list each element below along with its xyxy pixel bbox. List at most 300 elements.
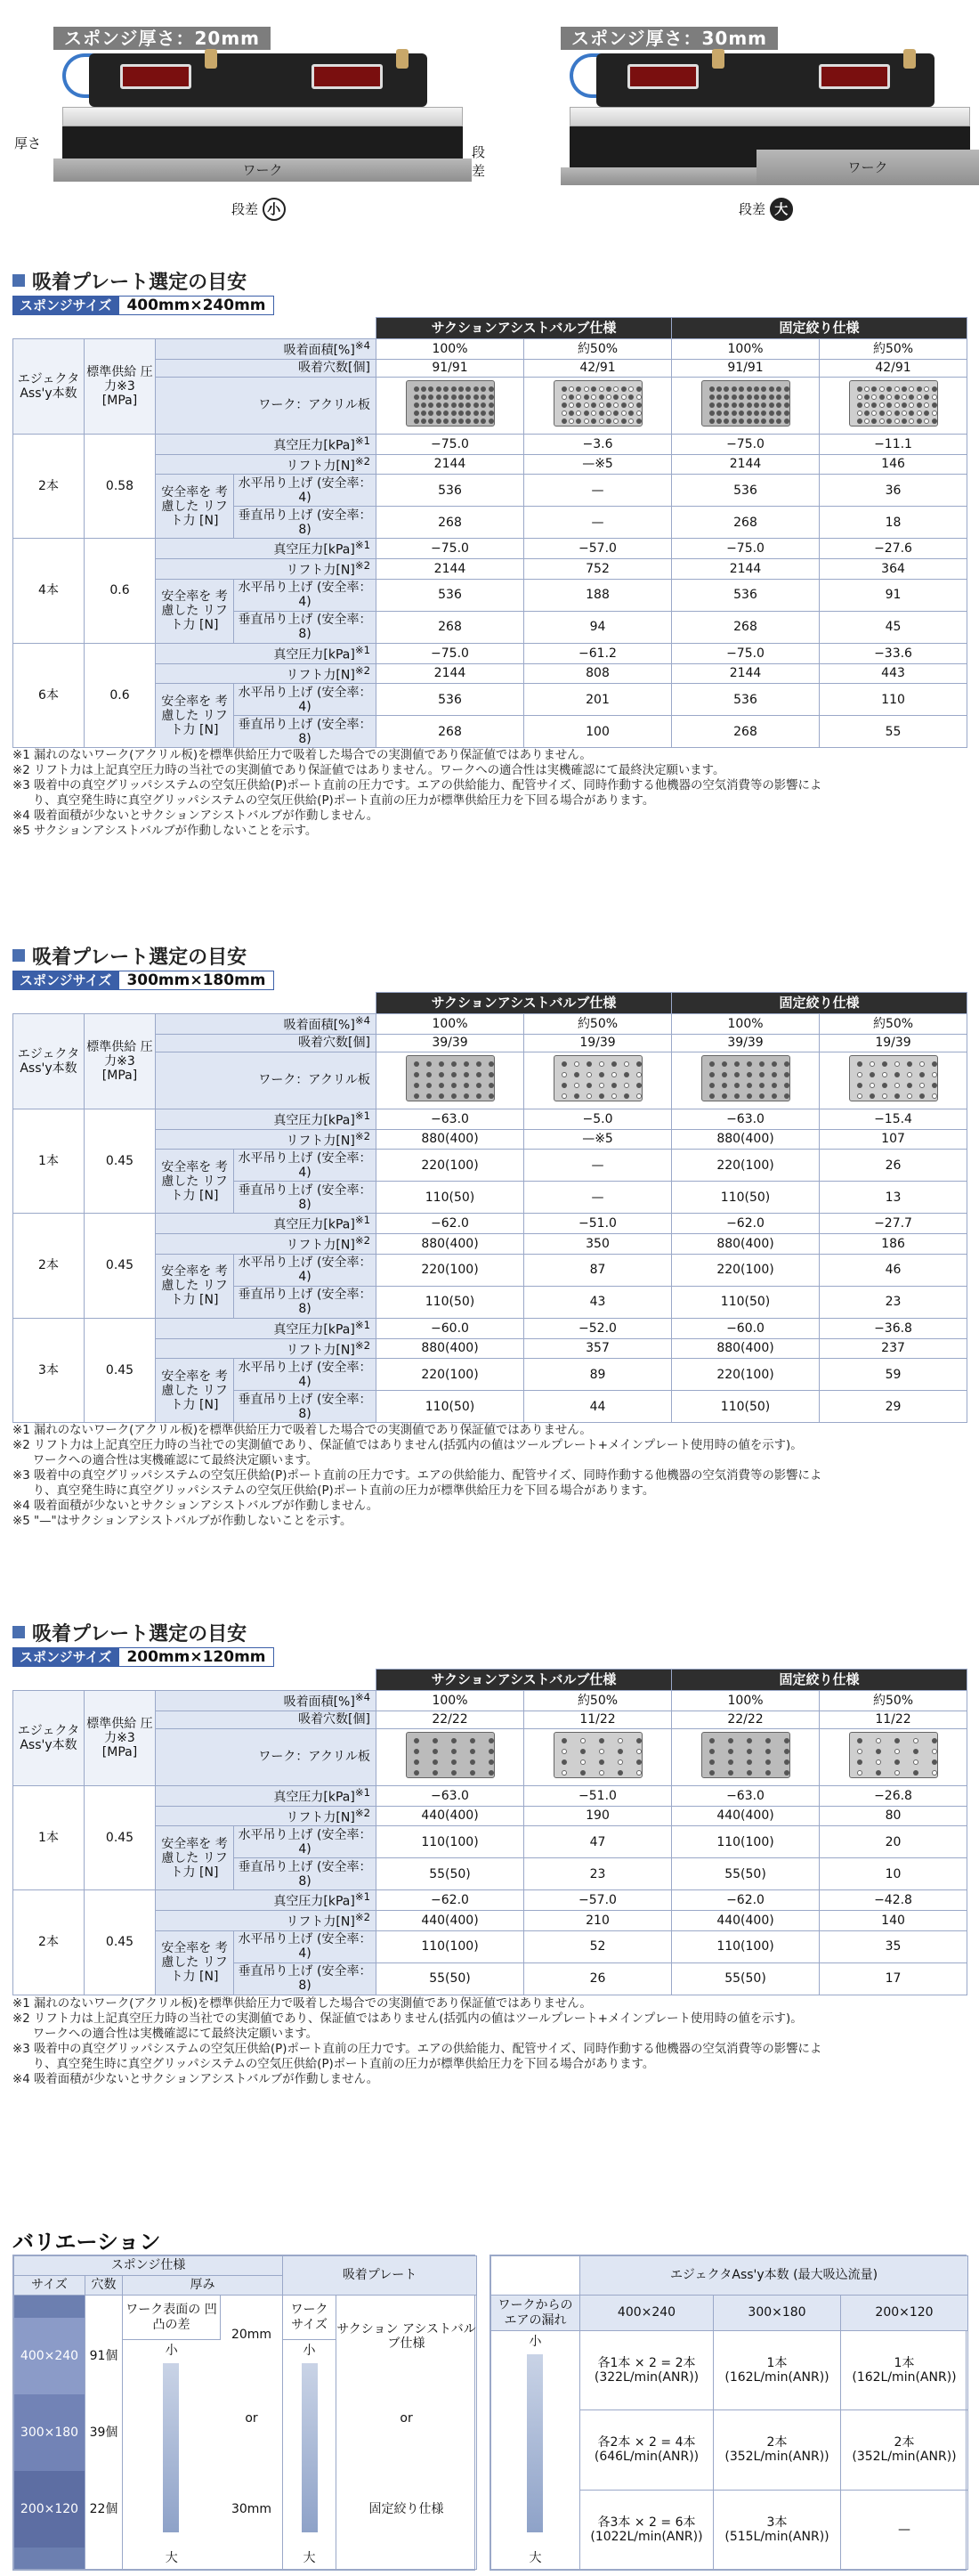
vacuum-value: −51.0 xyxy=(524,1785,672,1806)
horizontal-label: 水平吊り上げ (安全率：4) xyxy=(234,1930,376,1962)
vacuum-sup: ※1 xyxy=(354,1214,370,1227)
lift-label xyxy=(156,1911,376,1931)
supply-pressure: 0.45 xyxy=(85,1785,156,1890)
up-down-arrow-icon xyxy=(527,2354,543,2532)
footnote: ※3 吸着中の真空グリッパシステムの空気圧供給(P)ポート直前の圧力です。エアの供給能力、配管サイズ、同時作動する他機器の空気消費等の影響によ xyxy=(12,1469,822,1483)
vacuum-label xyxy=(156,1785,376,1806)
vertical-value: 94 xyxy=(524,611,672,643)
plate-thumbnail-cell xyxy=(672,1728,820,1785)
ejector-count: 3本 xyxy=(13,1318,85,1423)
sponge-size xyxy=(12,296,274,315)
thickness-30: 30mm xyxy=(231,2502,272,2516)
vertical-value: — xyxy=(524,507,672,539)
assist-header: サクションアシストバルブ仕様 xyxy=(376,318,672,339)
vacuum-sup: ※1 xyxy=(354,1890,370,1904)
unevenness-arrow-cell xyxy=(123,2340,221,2570)
plate-thumbnail-cell xyxy=(524,1052,672,1109)
lift-value: 210 xyxy=(524,1911,672,1931)
horizontal-value: 110(100) xyxy=(376,1930,524,1962)
vertical-value: 268 xyxy=(376,611,524,643)
vacuum-label-text: 真空圧力[kPa] xyxy=(273,438,355,453)
fitting-icon xyxy=(205,49,217,69)
size-header: サイズ xyxy=(14,2276,85,2296)
ej-cell: — xyxy=(841,2490,968,2569)
vertical-value: 110(50) xyxy=(672,1391,820,1423)
vacuum-sup: ※1 xyxy=(354,1785,370,1799)
horizontal-value: 110(100) xyxy=(672,1826,820,1858)
up-down-arrow-icon xyxy=(163,2363,179,2532)
vertical-label: 垂直吊り上げ (安全率：8) xyxy=(234,1182,376,1214)
lift-label xyxy=(156,1806,376,1826)
vacuum-value: −42.8 xyxy=(820,1890,967,1911)
vertical-value: 55(50) xyxy=(376,1858,524,1890)
footnote: ※3 吸着中の真空グリッパシステムの空気圧供給(P)ポート直前の圧力です。エアの供給能力、配管サイズ、同時作動する他機器の空気消費等の影響によ xyxy=(12,2043,822,2056)
supply-pressure: 0.45 xyxy=(85,1214,156,1319)
vertical-value: 18 xyxy=(820,507,967,539)
plate-thumbnail-cell xyxy=(672,377,820,434)
footnote: ※1 漏れのないワーク(アクリル板)を標準供給圧力で吸着した場合での実測値であり保証値ではありません。 xyxy=(12,1424,592,1437)
sponge-thickness-tag: スポンジ厚さ：30mm xyxy=(561,27,778,50)
area-sup: ※4 xyxy=(354,1014,370,1027)
lift-value: 443 xyxy=(820,663,967,684)
work-size-label: ワーク サイズ xyxy=(283,2296,336,2340)
suction-plate-icon xyxy=(406,1732,495,1778)
ej-cell: 1本 (162L/min(ANR)) xyxy=(841,2331,968,2410)
holes-label: 吸着穴数[個] xyxy=(156,359,376,377)
plate-thumbnail-cell xyxy=(820,377,967,434)
lift-label-text: リフト力[N] xyxy=(286,1134,355,1149)
vertical-value: 110(50) xyxy=(672,1286,820,1318)
selection-table xyxy=(12,317,967,748)
horizontal-value: 59 xyxy=(820,1359,967,1391)
holes-value: 22/22 xyxy=(672,1711,820,1728)
lift-value: 2144 xyxy=(376,454,524,475)
ej-cell: 3本 (515L/min(ANR)) xyxy=(714,2490,841,2569)
footnote: ※2 リフト力は上記真空圧力時の当社での実測値であり、保証値ではありません(括弧内の値はツールプレート+メインプレート使用時の値を示す)。 xyxy=(12,2012,803,2026)
vacuum-label-text: 真空圧力[kPa] xyxy=(273,1113,355,1128)
variation-sponge-box xyxy=(12,2255,475,2571)
selection-table xyxy=(12,992,967,1423)
horizontal-label: 水平吊り上げ (安全率：4) xyxy=(234,475,376,507)
horizontal-value: 536 xyxy=(376,579,524,611)
lift-value: 440(400) xyxy=(376,1911,524,1931)
horizontal-value: 536 xyxy=(672,475,820,507)
col-200: 200×120 xyxy=(841,2296,968,2331)
vertical-value: 268 xyxy=(672,507,820,539)
vertical-value: 13 xyxy=(820,1182,967,1214)
ejector-title: エジェクタAss'y本数 (最大吸込流量) xyxy=(580,2256,968,2296)
pressure-label: 標準供給 圧力※3 [MPa] xyxy=(85,1691,156,1786)
horizontal-value: 536 xyxy=(376,684,524,716)
illustration-large-step xyxy=(490,0,979,240)
thickness-values xyxy=(221,2296,283,2570)
lift-label xyxy=(156,559,376,580)
plate-values xyxy=(336,2296,477,2570)
large-label: 大 xyxy=(303,2550,316,2565)
work-piece xyxy=(756,150,979,185)
step-caption-text: 段差 xyxy=(739,201,766,217)
variation-ejector-table xyxy=(490,2255,968,2570)
gauge-icon xyxy=(819,64,890,89)
vacuum-value: −75.0 xyxy=(672,539,820,559)
variation-title: バリエーション xyxy=(12,2230,161,2255)
assist-header: サクションアシストバルブ仕様 xyxy=(376,993,672,1014)
vertical-label: 垂直吊り上げ (安全率：8) xyxy=(234,1962,376,1995)
vacuum-value: −5.0 xyxy=(524,1109,672,1129)
plate-thumbnail-cell xyxy=(524,1728,672,1785)
horizontal-value: 20 xyxy=(820,1826,967,1858)
holes-value: 39/39 xyxy=(672,1034,820,1052)
fixed-header: 固定絞り仕様 xyxy=(672,1670,967,1691)
lift-value: 440(400) xyxy=(672,1806,820,1826)
vacuum-value: −3.6 xyxy=(524,434,672,454)
footnote: ※4 吸着面積が少ないとサクションアシストバルブが作動しません。 xyxy=(12,1499,379,1513)
sponge-size-label: スポンジサイズ xyxy=(12,296,118,315)
vertical-value: 110(50) xyxy=(376,1182,524,1214)
plate-assist: サクション アシストバルブ仕様 xyxy=(336,2322,476,2352)
sponge-size-value: 200mm×120mm xyxy=(118,1647,273,1667)
sponge-size-label: スポンジサイズ xyxy=(12,1647,118,1667)
small-label: 小 xyxy=(303,2344,316,2358)
horizontal-value: 201 xyxy=(524,684,672,716)
lift-value: 350 xyxy=(524,1234,672,1255)
footnote: ワークへの適合性は実機確認にて最終決定願います。 xyxy=(32,2027,319,2041)
horizontal-value: 220(100) xyxy=(376,1150,524,1182)
lift-value: 357 xyxy=(524,1338,672,1359)
vacuum-sup: ※1 xyxy=(354,1318,370,1331)
horizontal-label: 水平吊り上げ (安全率：4) xyxy=(234,579,376,611)
vacuum-label-text: 真空圧力[kPa] xyxy=(273,542,355,557)
holes-91: 91個 xyxy=(89,2348,118,2363)
lift-label xyxy=(156,1234,376,1255)
footnotes xyxy=(12,748,967,839)
lift-label-text: リフト力[N] xyxy=(286,1238,355,1253)
vertical-value: 44 xyxy=(524,1391,672,1423)
suction-plate-icon xyxy=(554,1732,643,1778)
footnote: ※2 リフト力は上記真空圧力時の当社での実測値であり、保証値ではありません(括弧内の値はツールプレート+メインプレート使用時の値を示す)。 xyxy=(12,1439,803,1452)
vacuum-label xyxy=(156,434,376,454)
lift-value: 880(400) xyxy=(376,1129,524,1150)
sponge-size-value: 400mm×240mm xyxy=(118,296,273,315)
ej-cell: 2本 (352L/min(ANR)) xyxy=(714,2410,841,2490)
section-title: 吸着プレート選定の目安 xyxy=(12,942,247,970)
ej-cell: 1本 (162L/min(ANR)) xyxy=(714,2331,841,2410)
sponge-size-value: 300mm×180mm xyxy=(118,971,273,990)
vacuum-sup: ※1 xyxy=(354,539,370,552)
horizontal-value: 110 xyxy=(820,684,967,716)
work-size-arrow-cell xyxy=(283,2340,336,2570)
vacuum-value: −33.6 xyxy=(820,643,967,663)
supply-pressure: 0.6 xyxy=(85,643,156,748)
lift-label-text: リフト力[N] xyxy=(286,1343,355,1358)
vacuum-label-text: 真空圧力[kPa] xyxy=(273,1322,355,1337)
vertical-value: 23 xyxy=(820,1286,967,1318)
area-value: 約50% xyxy=(820,339,967,360)
vacuum-label xyxy=(156,643,376,663)
footnote: ※4 吸着面積が少ないとサクションアシストバルブが作動しません。 xyxy=(12,809,379,823)
vacuum-label xyxy=(156,1109,376,1129)
footnote: ※2 リフト力は上記真空圧力時の当社での実測値であり保証値ではありません。ワークへの適合性は実機確認にて最終決定願います。 xyxy=(12,764,725,777)
lift-value: 2144 xyxy=(376,663,524,684)
vacuum-value: −62.0 xyxy=(376,1890,524,1911)
plate-or: or xyxy=(400,2411,413,2426)
vacuum-value: −57.0 xyxy=(524,1890,672,1911)
vacuum-label xyxy=(156,539,376,559)
vacuum-value: −62.0 xyxy=(672,1214,820,1234)
fitting-icon xyxy=(712,49,724,69)
lift-value: 186 xyxy=(820,1234,967,1255)
vacuum-label xyxy=(156,1214,376,1234)
plate-thumbnail-cell xyxy=(820,1052,967,1109)
work-acrylic-label: ワーク：アクリル板 xyxy=(156,1052,376,1109)
vertical-value: — xyxy=(524,1182,672,1214)
horizontal-value: 52 xyxy=(524,1930,672,1962)
size-400: 400×240 xyxy=(14,2318,85,2394)
illustration-small-step xyxy=(0,0,490,240)
vacuum-value: −75.0 xyxy=(672,643,820,663)
plate-thumbnail-cell xyxy=(672,1052,820,1109)
vertical-value: 55(50) xyxy=(672,1962,820,1995)
suction-plate-icon xyxy=(406,380,495,427)
horizontal-value: 188 xyxy=(524,579,672,611)
footnote: り、真空発生時に真空グリッパシステムの空気圧供給(P)ポート直前の圧力が標準供給圧力を下回る場合があります。 xyxy=(32,1484,655,1498)
horizontal-value: 110(100) xyxy=(672,1930,820,1962)
thickness-header: 厚み xyxy=(123,2276,283,2296)
lift-value: 107 xyxy=(820,1129,967,1150)
horizontal-value: 220(100) xyxy=(672,1150,820,1182)
col-300: 300×180 xyxy=(714,2296,841,2331)
area-value: 約50% xyxy=(524,1691,672,1711)
vacuum-value: −27.6 xyxy=(820,539,967,559)
lift-value: —※5 xyxy=(524,454,672,475)
ejector-count: 2本 xyxy=(13,1214,85,1319)
holes-header: 穴数 xyxy=(85,2276,123,2296)
sponge-size xyxy=(12,971,274,990)
area-value: 100% xyxy=(376,339,524,360)
vacuum-value: −15.4 xyxy=(820,1109,967,1129)
area-label xyxy=(156,339,376,360)
area-sup: ※4 xyxy=(354,1691,370,1703)
lift-sup: ※2 xyxy=(354,663,370,677)
vacuum-label xyxy=(156,1890,376,1911)
section-title: 吸着プレート選定の目安 xyxy=(12,1619,247,1646)
lift-label xyxy=(156,1338,376,1359)
safety-label: 安全率を 考慮した リフト力 [N] xyxy=(156,684,234,748)
supply-pressure: 0.6 xyxy=(85,539,156,644)
pressure-label: 標準供給 圧力※3 [MPa] xyxy=(85,339,156,435)
sponge-thickness-tag: スポンジ厚さ：20mm xyxy=(53,27,271,50)
horizontal-label: 水平吊り上げ (安全率：4) xyxy=(234,1359,376,1391)
suction-plate-icon xyxy=(701,380,790,427)
vertical-value: 55(50) xyxy=(672,1858,820,1890)
vacuum-value: −75.0 xyxy=(376,539,524,559)
work-acrylic-label: ワーク：アクリル板 xyxy=(156,1728,376,1785)
pressure-label: 標準供給 圧力※3 [MPa] xyxy=(85,1014,156,1109)
lift-value: 140 xyxy=(820,1911,967,1931)
footnote: ※3 吸着中の真空グリッパシステムの空気圧供給(P)ポート直前の圧力です。エアの供給能力、配管サイズ、同時作動する他機器の空気消費等の影響によ xyxy=(12,779,822,792)
area-label-text: 吸着面積[%] xyxy=(283,1018,355,1033)
lift-label xyxy=(156,1129,376,1150)
area-label-text: 吸着面積[%] xyxy=(283,1694,355,1710)
footnote: ※5 "—"はサクションアシストバルブが作動しないことを示す。 xyxy=(12,1515,352,1528)
vacuum-value: −63.0 xyxy=(672,1785,820,1806)
ejector-label: エジェクタ Ass'y本数 xyxy=(13,1691,85,1786)
size-300: 300×180 xyxy=(14,2394,85,2471)
sponge-size-label: スポンジサイズ xyxy=(12,971,118,990)
work-label: ワーク xyxy=(242,162,283,178)
horizontal-value: — xyxy=(524,1150,672,1182)
vacuum-value: −36.8 xyxy=(820,1318,967,1338)
holes-value: 19/39 xyxy=(820,1034,967,1052)
vertical-label: 垂直吊り上げ (安全率：8) xyxy=(234,507,376,539)
lift-value: 80 xyxy=(820,1806,967,1826)
ejector-count: 2本 xyxy=(13,434,85,539)
footnote: り、真空発生時に真空グリッパシステムの空気圧供給(P)ポート直前の圧力が標準供給圧力を下回る場合があります。 xyxy=(32,794,655,808)
section-title: 吸着プレート選定の目安 xyxy=(12,267,247,295)
horizontal-value: 536 xyxy=(672,579,820,611)
vacuum-value: −75.0 xyxy=(376,434,524,454)
fitting-icon xyxy=(396,49,409,69)
safety-label: 安全率を 考慮した リフト力 [N] xyxy=(156,1359,234,1423)
holes-22: 22個 xyxy=(89,2501,118,2516)
safety-label: 安全率を 考慮した リフト力 [N] xyxy=(156,1254,234,1318)
footnote: ワークへの適合性は実機確認にて最終決定願います。 xyxy=(32,1454,319,1467)
lift-value: 880(400) xyxy=(376,1234,524,1255)
step-small-badge: 小 xyxy=(263,198,286,221)
col-400: 400×240 xyxy=(580,2296,714,2331)
supply-pressure: 0.58 xyxy=(85,434,156,539)
lift-value: 2144 xyxy=(672,454,820,475)
vertical-value: 268 xyxy=(672,716,820,748)
ejector-label: エジェクタ Ass'y本数 xyxy=(13,1014,85,1109)
up-down-arrow-icon xyxy=(302,2363,318,2532)
horizontal-value: 220(100) xyxy=(672,1254,820,1286)
lift-label-text: リフト力[N] xyxy=(286,459,355,474)
lift-value: 880(400) xyxy=(672,1338,820,1359)
ejector-count: 4本 xyxy=(13,539,85,644)
footnote: ※1 漏れのないワーク(アクリル板)を標準供給圧力で吸着した場合での実測値であり保証値ではありません。 xyxy=(12,1997,592,2011)
suction-plate-icon xyxy=(406,1055,495,1101)
step-label: 段差 xyxy=(472,144,486,179)
vertical-value: 110(50) xyxy=(376,1286,524,1318)
lift-value: 146 xyxy=(820,454,967,475)
holes-value: 91/91 xyxy=(672,359,820,377)
vertical-label: 垂直吊り上げ (安全率：8) xyxy=(234,1286,376,1318)
holes-value: 22/22 xyxy=(376,1711,524,1728)
vacuum-value: −62.0 xyxy=(672,1890,820,1911)
ejector-count: 1本 xyxy=(13,1785,85,1890)
lift-label-text: リフト力[N] xyxy=(286,563,355,578)
sponge-size xyxy=(12,1647,274,1667)
thickness-20: 20mm xyxy=(231,2328,272,2342)
area-value: 100% xyxy=(672,1691,820,1711)
horizontal-value: 536 xyxy=(376,475,524,507)
gauge-icon xyxy=(627,64,699,89)
lift-sup: ※2 xyxy=(354,1129,370,1142)
ejector-label: エジェクタ Ass'y本数 xyxy=(13,339,85,435)
main-plate xyxy=(62,107,463,126)
safety-label: 安全率を 考慮した リフト力 [N] xyxy=(156,579,234,643)
sponge xyxy=(62,126,463,158)
vertical-value: 45 xyxy=(820,611,967,643)
vacuum-value: −75.0 xyxy=(376,643,524,663)
horizontal-value: 220(100) xyxy=(376,1254,524,1286)
gauge-icon xyxy=(312,64,383,89)
variation-sponge-table xyxy=(13,2255,477,2570)
step-caption xyxy=(739,198,793,221)
thickness-label: 厚さ xyxy=(14,135,42,151)
footnote: ※1 漏れのないワーク(アクリル板)を標準供給圧力で吸着した場合での実測値であり保証値ではありません。 xyxy=(12,749,592,762)
vacuum-value: −63.0 xyxy=(376,1109,524,1129)
vertical-label: 垂直吊り上げ (安全率：8) xyxy=(234,716,376,748)
horizontal-label: 水平吊り上げ (安全率：4) xyxy=(234,684,376,716)
horizontal-value: 536 xyxy=(672,684,820,716)
lift-value: 880(400) xyxy=(376,1338,524,1359)
assist-header: サクションアシストバルブ仕様 xyxy=(376,1670,672,1691)
holes-value: 11/22 xyxy=(820,1711,967,1728)
lift-value: 190 xyxy=(524,1806,672,1826)
plate-fixed: 固定絞り仕様 xyxy=(368,2502,444,2516)
main-plate xyxy=(570,107,970,126)
lift-label-text: リフト力[N] xyxy=(286,668,355,683)
small-label: 小 xyxy=(529,2335,542,2349)
holes-column xyxy=(85,2296,123,2570)
ejector-count: 1本 xyxy=(13,1109,85,1214)
safety-label: 安全率を 考慮した リフト力 [N] xyxy=(156,1826,234,1890)
horizontal-value: 220(100) xyxy=(672,1359,820,1391)
area-value: 約50% xyxy=(820,1691,967,1711)
area-label xyxy=(156,1691,376,1711)
horizontal-value: 220(100) xyxy=(376,1359,524,1391)
area-value: 100% xyxy=(672,339,820,360)
safety-label: 安全率を 考慮した リフト力 [N] xyxy=(156,1150,234,1214)
plate-thumbnail-cell xyxy=(820,1728,967,1785)
vertical-value: 17 xyxy=(820,1962,967,1995)
safety-label: 安全率を 考慮した リフト力 [N] xyxy=(156,475,234,539)
lift-value: 880(400) xyxy=(672,1234,820,1255)
vacuum-sup: ※1 xyxy=(354,643,370,656)
fixed-header: 固定絞り仕様 xyxy=(672,993,967,1014)
vertical-value: 10 xyxy=(820,1858,967,1890)
vertical-label: 垂直吊り上げ (安全率：8) xyxy=(234,1858,376,1890)
fitting-icon xyxy=(903,49,916,69)
suction-plate-icon xyxy=(849,380,938,427)
gauge-icon xyxy=(120,64,191,89)
holes-value: 91/91 xyxy=(376,359,524,377)
fixed-header: 固定絞り仕様 xyxy=(672,318,967,339)
supply-pressure: 0.45 xyxy=(85,1318,156,1423)
vacuum-value: −27.7 xyxy=(820,1214,967,1234)
lift-sup: ※2 xyxy=(354,1338,370,1352)
step-large-badge: 大 xyxy=(770,198,793,221)
horizontal-value: 89 xyxy=(524,1359,672,1391)
horizontal-value: 46 xyxy=(820,1254,967,1286)
footnote: ※4 吸着面積が少ないとサクションアシストバルブが作動しません。 xyxy=(12,2073,379,2086)
suction-plate-icon xyxy=(701,1732,790,1778)
plate-thumbnail-cell xyxy=(376,377,524,434)
lift-value: 808 xyxy=(524,663,672,684)
vertical-value: 26 xyxy=(524,1962,672,1995)
suction-plate-icon xyxy=(554,380,643,427)
plate-thumbnail-cell xyxy=(376,1052,524,1109)
lift-sup: ※2 xyxy=(354,1806,370,1819)
work-piece-lower xyxy=(561,167,756,185)
ej-cell: 各2本 × 2 = 4本 (646L/min(ANR)) xyxy=(580,2410,714,2490)
area-value: 100% xyxy=(672,1014,820,1035)
lift-value: 880(400) xyxy=(672,1129,820,1150)
lift-sup: ※2 xyxy=(354,1911,370,1923)
leak-arrow-cell xyxy=(491,2331,580,2570)
